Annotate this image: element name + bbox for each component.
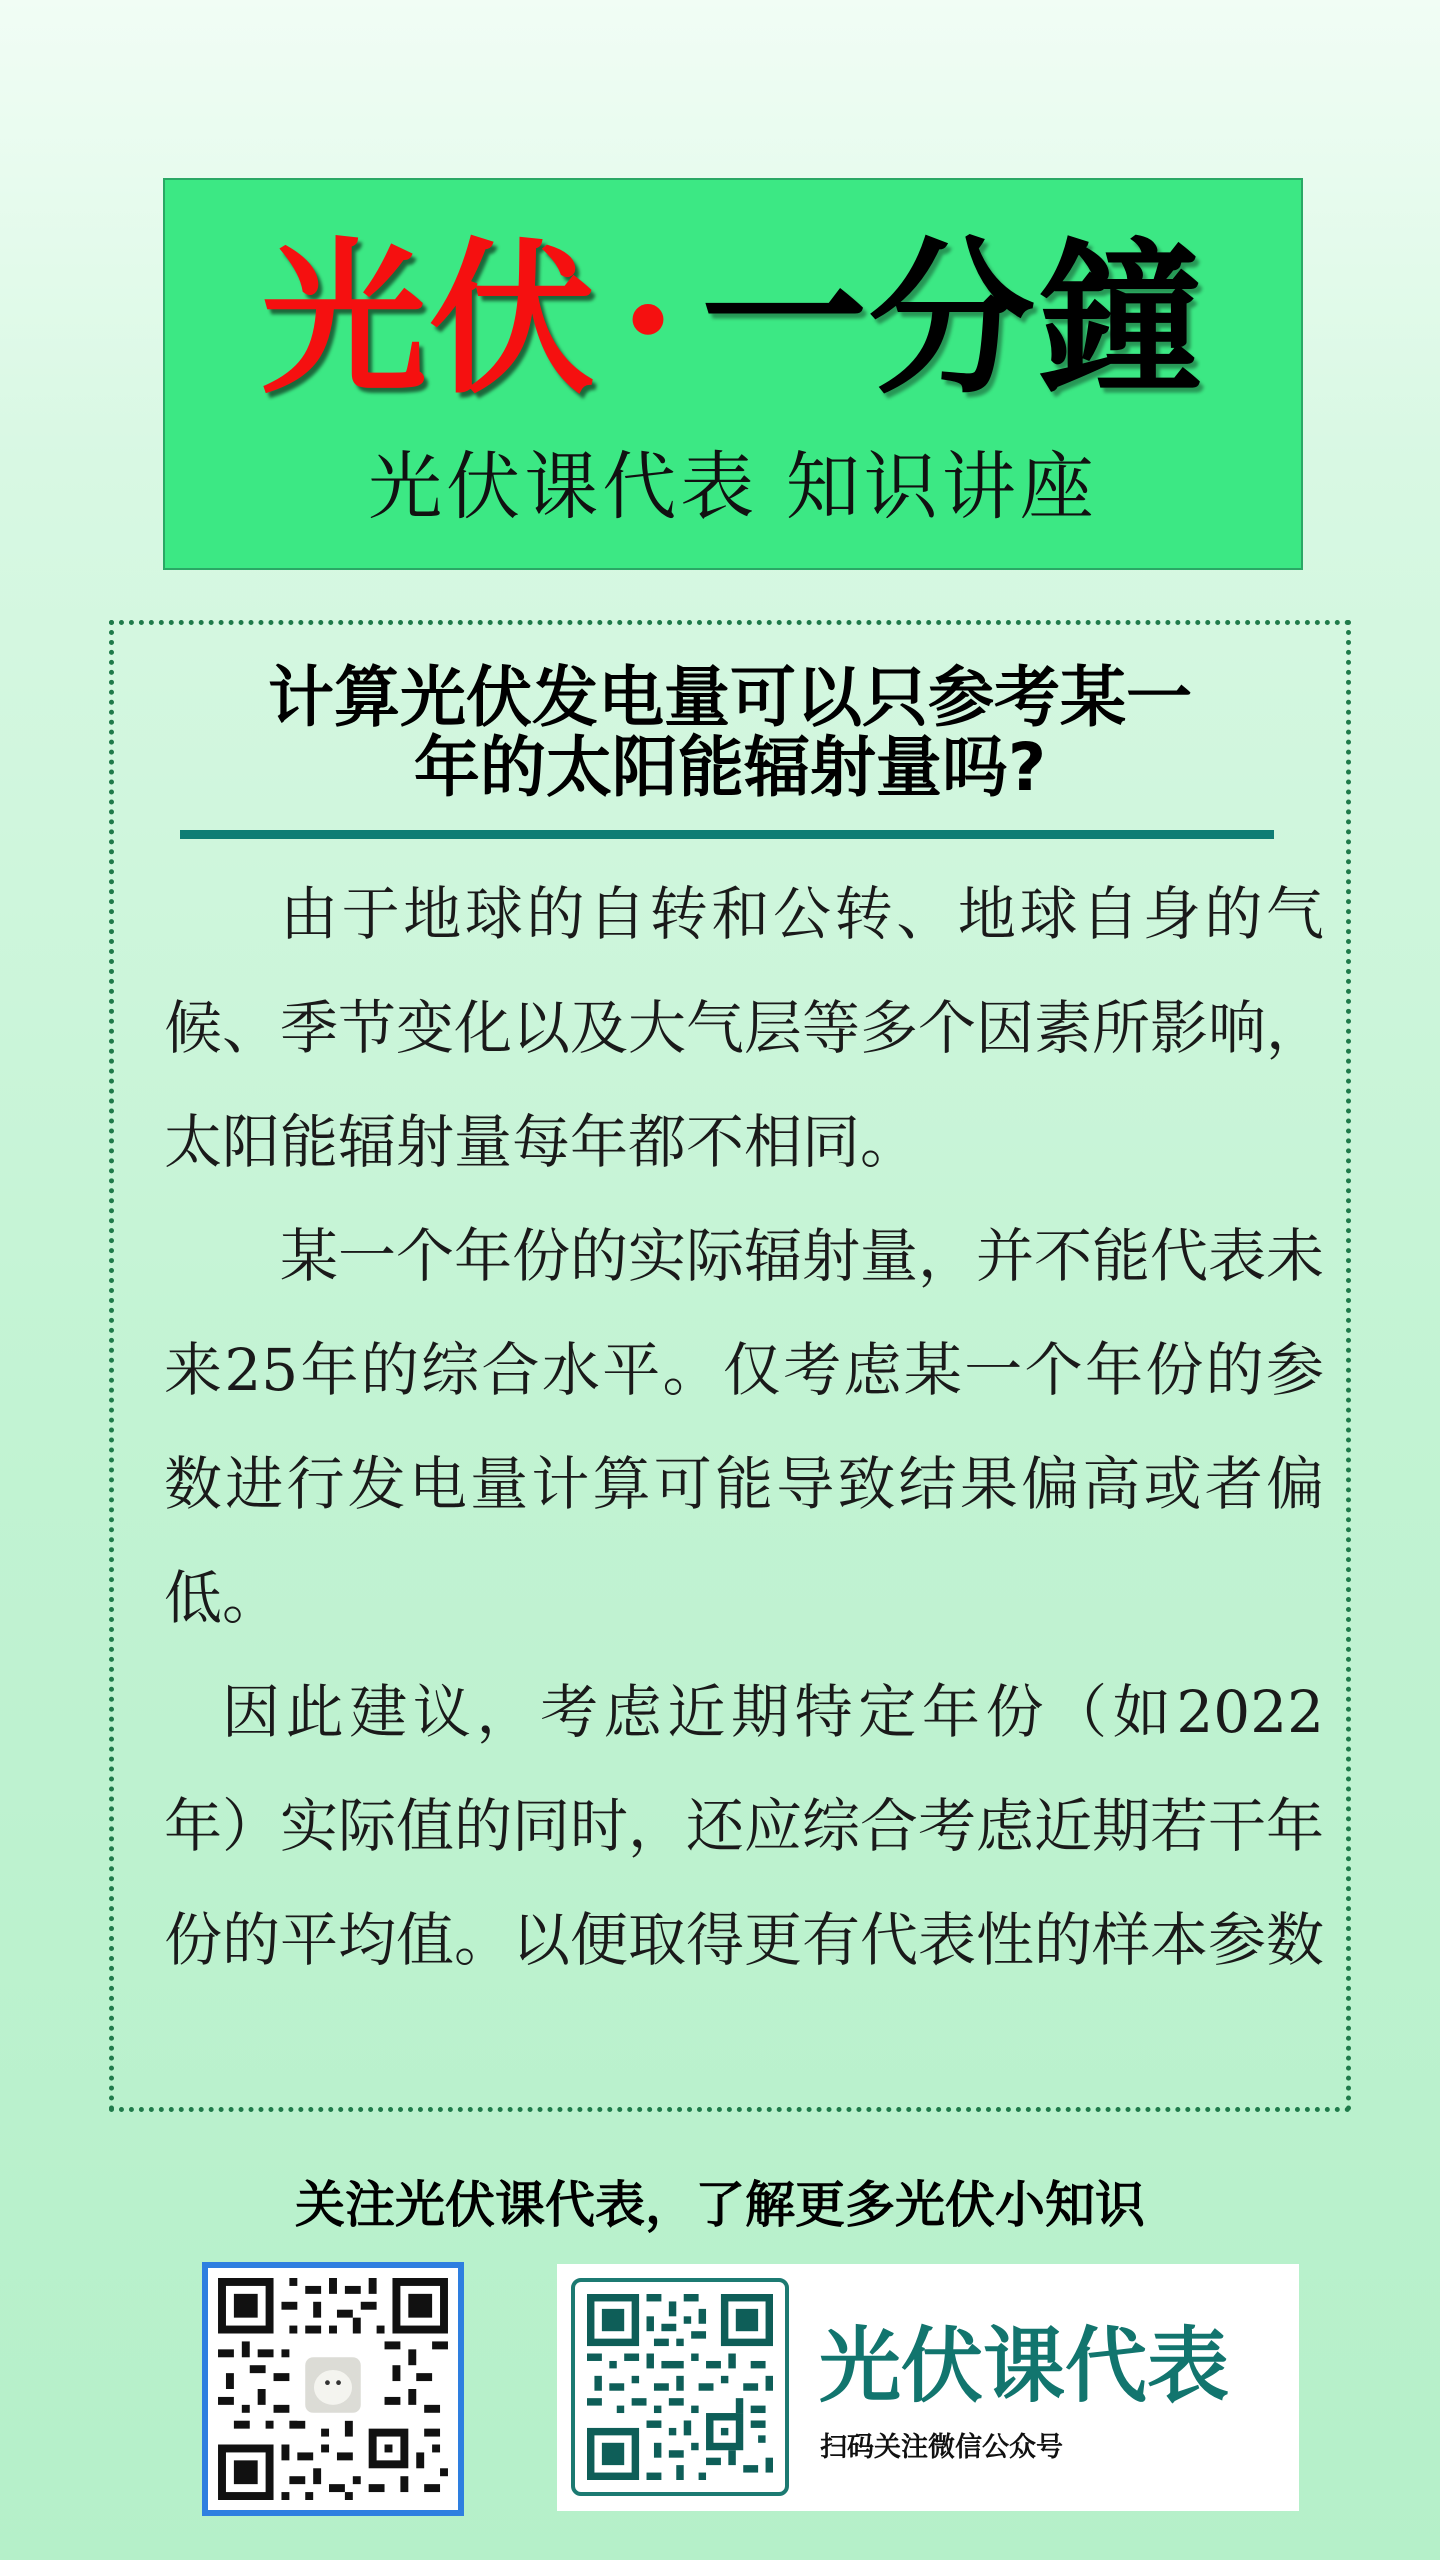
header-title-red: 光伏 (261, 222, 598, 417)
follow-prompt: 关注光伏课代表，了解更多光伏小知识 (295, 2176, 1145, 2234)
wechat-account-card[interactable] (557, 2264, 1299, 2511)
article-title (114, 659, 1346, 806)
header-title-black: 一分鐘 (700, 222, 1205, 417)
article-body (164, 857, 1324, 1997)
qr-code-left[interactable] (202, 2262, 464, 2516)
card-account-name: 光伏课代表 (819, 2319, 1230, 2414)
card-qr-frame[interactable] (571, 2278, 789, 2496)
qr-code-icon (218, 2278, 448, 2500)
title-underline (180, 830, 1274, 839)
article-paragraph: 某一个年份的实际辐射量，并不能代表未来25年的综合水平。仅考虑某一个年份的参数进行发电量计算可能导致结果偏高或者偏低。 (164, 1222, 1325, 1632)
article-title-line1: 计算光伏发电量可以只参考某一 (268, 659, 1192, 736)
header-subtitle: 光伏课代表 知识讲座 (368, 444, 1098, 530)
article-paragraph: 因此建议，考虑近期特定年份（如2022年）实际值的同时，还应综合考虑近期若干年份的平均值。以便取得更有代表性的样本参数 (164, 1678, 1325, 1974)
article-box (109, 620, 1351, 2112)
card-account-subtitle: 扫码关注微信公众号 (820, 2432, 1063, 2463)
qr-code-icon (587, 2294, 773, 2480)
header-banner (163, 178, 1303, 570)
header-title-dot: · (619, 222, 679, 417)
header-title (165, 222, 1301, 417)
article-title-line2: 年的太阳能辐射量吗? (413, 729, 1047, 806)
article-paragraph: 由于地球的自转和公转、地球自身的气候、季节变化以及大气层等多个因素所影响，太阳能辐射量每年都不相同。 (164, 880, 1325, 1176)
